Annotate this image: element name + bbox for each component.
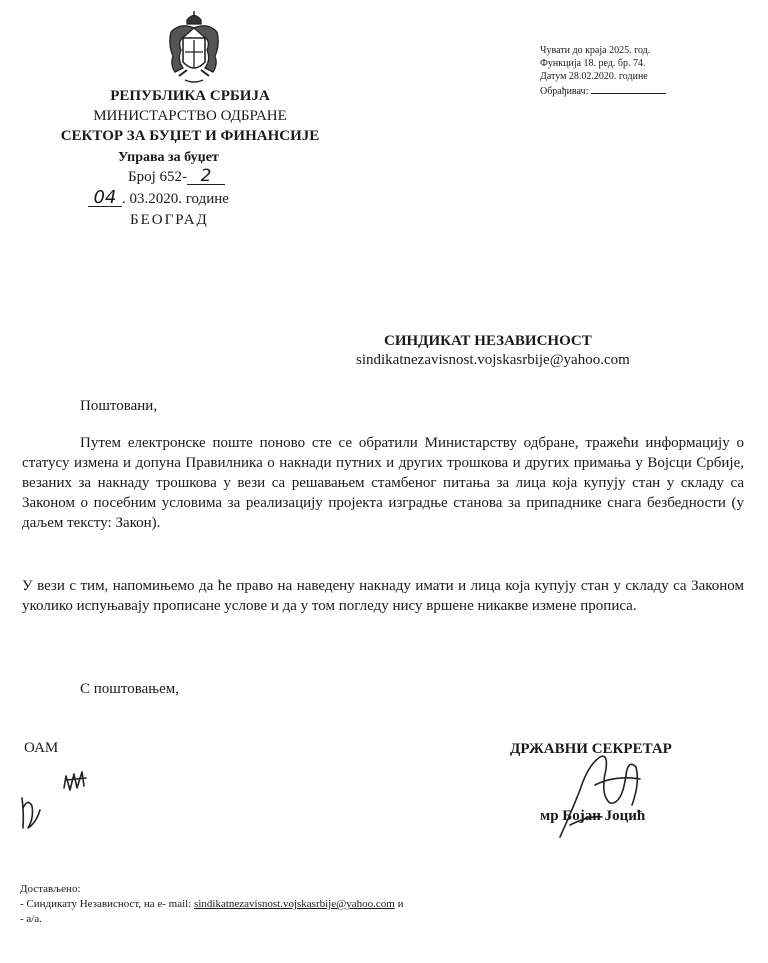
meta-processor: Обрађивач: bbox=[540, 86, 589, 97]
delivery-line-2: - а/а. bbox=[20, 913, 42, 925]
delivery-line-1-suffix: и bbox=[394, 898, 404, 910]
header-country: РЕПУБЛИКА СРБИЈА bbox=[110, 88, 270, 104]
delivery-line-1-prefix: - Синдикату Независност, на е- mail: bbox=[20, 898, 195, 910]
meta-processor-blank bbox=[591, 83, 666, 94]
header-date bbox=[88, 187, 229, 208]
header-ministry: МИНИСТАРСТВО ОДБРАНЕ bbox=[93, 108, 287, 124]
header-city: БЕОГРАД bbox=[130, 212, 209, 228]
header-number-prefix: Број 652- bbox=[128, 169, 188, 185]
footer-initials: ОАМ bbox=[24, 740, 59, 756]
recipient-name: СИНДИКАТ НЕЗАВИСНОСТ bbox=[384, 333, 592, 349]
footer-position: ДРЖАВНИ СЕКРЕТАР bbox=[510, 741, 672, 757]
body-paragraph-2: У вези с тим, напомињемо да ће право на наведену накнаду имати и лица која купују стан у складу са Законом уколико испуњавају прописане услове и да у том погледу нису вршене никакве измене прописа. bbox=[22, 578, 744, 614]
header-date-handwritten: 04 bbox=[88, 190, 122, 207]
header-number bbox=[128, 168, 225, 186]
delivery-label: Достављено: bbox=[20, 883, 81, 895]
meta-processor-line bbox=[540, 83, 666, 98]
header-date-rest: . 03.2020. године bbox=[122, 191, 229, 207]
salutation: Поштовани, bbox=[80, 398, 158, 414]
meta-function: Функција 18. ред. бр. 74. bbox=[540, 58, 646, 69]
serbian-coat-of-arms-icon bbox=[165, 10, 223, 90]
handwritten-initials-icon bbox=[14, 768, 114, 838]
delivery-email-link[interactable]: sindikatnezavisnost.vojskasrbije@yahoo.com bbox=[194, 898, 395, 910]
delivery-line-1 bbox=[20, 897, 403, 912]
meta-block bbox=[540, 44, 666, 98]
meta-retention: Чувати до краја 2025. год. bbox=[540, 45, 651, 56]
delivery-block bbox=[20, 882, 403, 927]
recipient-email: sindikatnezavisnost.vojskasrbije@yahoo.com bbox=[356, 352, 630, 368]
header-sector: СЕКТОР ЗА БУЏЕТ И ФИНАНСИЈЕ bbox=[60, 128, 320, 144]
header-number-handwritten: 2 bbox=[187, 168, 225, 185]
meta-date: Датум 28.02.2020. године bbox=[540, 71, 648, 82]
body-paragraph-1: Путем електронске поште поново сте се обратили Министарству одбране, тражећи информацију о статусу измена и допуна Правилника о накнади путних и других трошкова и других примања у Војсци Србије, везаних за накнаду трошкова у вези са решавањем стамбеног питања за лица која купују стан у складу са Законом о посебним условима за реализацију пројекта изградње станова за припаднике снага безбедности (у даљем тексту: Закон). bbox=[22, 435, 744, 531]
signature-icon bbox=[540, 745, 670, 845]
closing: С поштовањем, bbox=[80, 681, 179, 697]
header-department: Управа за буџет bbox=[118, 150, 219, 165]
footer-signatory: мр Бојан Јоцић bbox=[540, 808, 646, 824]
